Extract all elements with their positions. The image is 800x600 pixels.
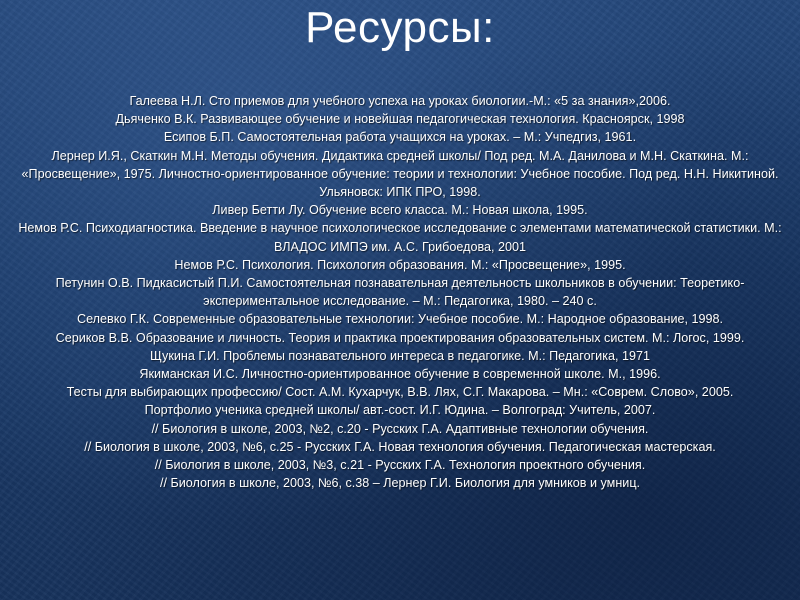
reference-item: Сериков В.В. Образование и личность. Теория и практика проектирования образовательных систем. М.: Логос, 1999. (55, 330, 745, 345)
reference-item: Портфолио ученика средней школы/ авт.-сост. И.Г. Юдина. – Волгоград: Учитель, 2007. (144, 403, 656, 418)
reference-item: Немов Р.С. Психодиагностика. Введение в научное психологическое исследование с элементами математической статистики. М.: ВЛАДОС ИМПЭ им. А.С. Грибоедова, 2001 (18, 221, 782, 254)
reference-item: Тесты для выбирающих профессию/ Сост. А.М. Кухарчук, В.В. Лях, С.Г. Макарова. – Мн.: «Соврем. Слово», 2005. (66, 385, 734, 400)
reference-item: // Биология в школе, 2003, №6, с.38 – Лернер Г.И. Биология для умников и умниц. (159, 476, 641, 491)
reference-item: // Биология в школе, 2003, №3, с.21 - Русских Г.А. Технология проектного обучения. (154, 458, 646, 473)
reference-item: Петунин О.В. Пидкасистый П.И. Самостоятельная познавательная деятельность школьников в обучении: Теоретико-экспериментальное исследование. – М.: Педагогика, 1980. – 240 с. (55, 276, 745, 309)
reference-item: Якиманская И.С. Личностно-ориентированное обучение в современной школе. М., 1996. (139, 367, 661, 382)
reference-item: Селевко Г.К. Современные образовательные технологии: Учебное пособие. М.: Народное образование, 1998. (76, 312, 724, 327)
reference-item: Немов Р.С. Психология. Психология образования. М.: «Просвещение», 1995. (174, 257, 626, 272)
reference-item: Лернер И.Я., Скаткин М.Н. Методы обучения. Дидактика средней школы/ Под ред. М.А. Данилова и М.Н. Скаткина. М.: «Просвещение», 1975. Личностно-ориентированное обучение: теории и технологии: Учебное пособие. Под ред. Н.Н. Никитиной. Ульяновск: ИПК ПРО, 1998. (21, 148, 779, 200)
reference-item: Галеева Н.Л. Сто приемов для учебного успеха на уроках биологии.-М.: «5 за знания»,2006. (129, 94, 671, 108)
reference-list (8, 92, 792, 492)
reference-item: Щукина Г.И. Проблемы познавательного интереса в педагогике. М.: Педагогика, 1971 (149, 348, 651, 363)
reference-item: Дьяченко В.К. Развивающее обучение и новейшая педагогическая технология. Красноярск, 1998 (115, 112, 685, 127)
reference-item: // Биология в школе, 2003, №6, с.25 - Русских Г.А. Новая технология обучения. Педагогическая мастерская. (84, 439, 716, 454)
reference-item: Ливер Бетти Лу. Обучение всего класса. М.: Новая школа, 1995. (212, 203, 588, 218)
slide-title: Ресурсы: (305, 3, 495, 52)
reference-item: Есипов Б.П. Самостоятельная работа учащихся на уроках. – М.: Учпедгиз, 1961. (163, 130, 637, 145)
reference-item: // Биология в школе, 2003, №2, с.20 - Русских Г.А. Адаптивные технологии обучения. (151, 421, 649, 436)
